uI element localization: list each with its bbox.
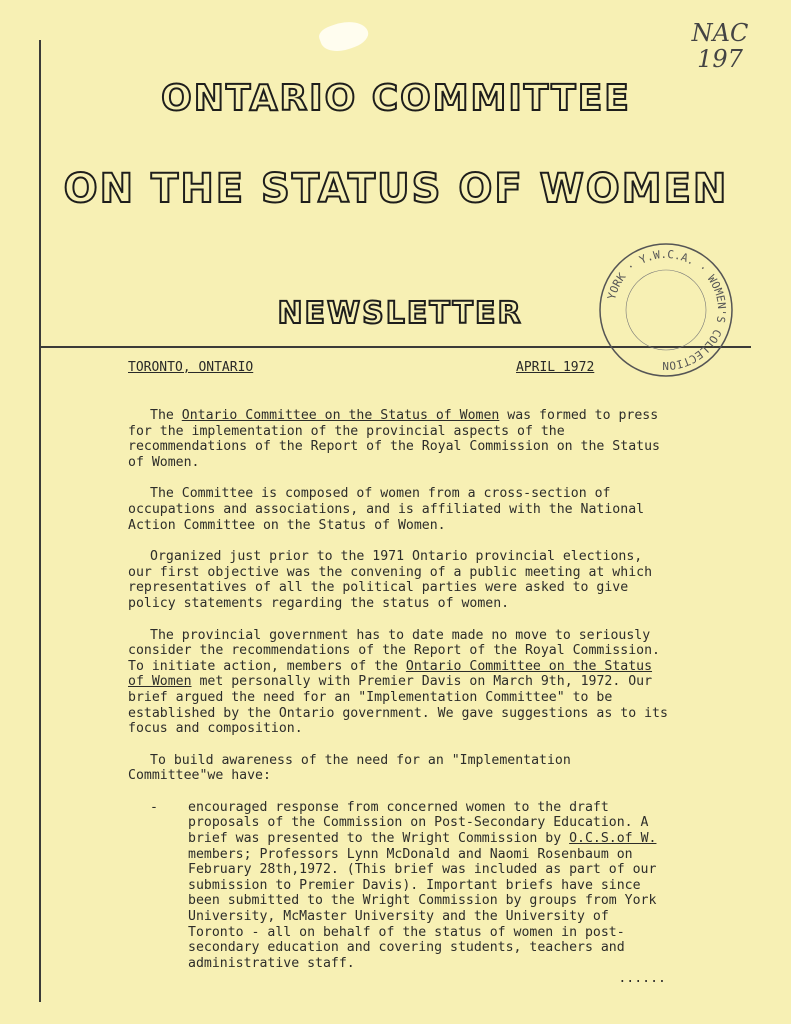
masthead-line-2: ON THE STATUS OF WOMEN xyxy=(63,166,729,212)
masthead-line-1: ONTARIO COMMITTEE xyxy=(161,78,631,119)
location: TORONTO, ONTARIO xyxy=(128,360,254,375)
library-stamp xyxy=(596,240,736,380)
paragraph-4: The provincial government has to date made no move to seriously consider the recommendations of the Report of the Royal Commission. To initiate action, members of the Ontario Committee on the Status of Women met personally with Premier Davis on March 9th, 1972. Our brief argued the need for an "Implementation Committee" to be established by the Ontario government. We gave suggestions as to its focus and composition. xyxy=(128,627,668,737)
svg-text:YORK · Y.W.C.A. · WOMEN'S COLL xyxy=(605,248,728,372)
bullet-dash: - xyxy=(150,799,158,815)
handwritten-line-2: 197 xyxy=(697,45,743,73)
masthead-newsletter: NEWSLETTER xyxy=(277,296,523,331)
handwritten-line-1: NAC xyxy=(691,19,749,47)
paragraph-2: The Committee is composed of women from a cross-section of occupations and associations, and is affiliated with the National Action Committee on the Status of Women. xyxy=(128,486,645,533)
newsletter-body xyxy=(128,408,668,986)
list-item: - encouraged response from concerned women to the draft proposals of the Commission on Post-Secondary Education. A brief was presented to the Wright Commission by O.C.S.of W. members; Professors Lynn McDonald and Naomi Rosenbaum on February 28th,1972. (This brief was included as part of our submission to Premier Davis). Important briefs have since been submitted to the Wright Commission by groups from York University, McMaster University and the University of Toronto - all on behalf of the status of women in post-secondary education and covering students, teachers and administrative staff. ...... xyxy=(150,799,666,986)
issue-date: APRIL 1972 xyxy=(516,360,595,375)
stamp-text: YORK · Y.W.C.A. · WOMEN'S COLLECTION xyxy=(605,247,729,373)
paragraph-3: Organized just prior to the 1971 Ontario provincial elections, our first objective was the convening of a public meeting at which representatives of all the political parties were asked to give policy statements regarding the status of women. xyxy=(128,549,653,611)
paper-tear xyxy=(317,15,372,58)
paragraph-1: The Ontario Committee on the Status of Women was formed to press for the implementation of the provincial aspects of the recommendations of the Report of the Royal Commission on the Status of Women. xyxy=(128,408,660,470)
handwritten-note xyxy=(675,20,765,72)
paragraph-5: To build awareness of the need for an "Implementation Committee"we have: xyxy=(128,752,571,784)
continuation-dots: ...... xyxy=(618,970,666,986)
